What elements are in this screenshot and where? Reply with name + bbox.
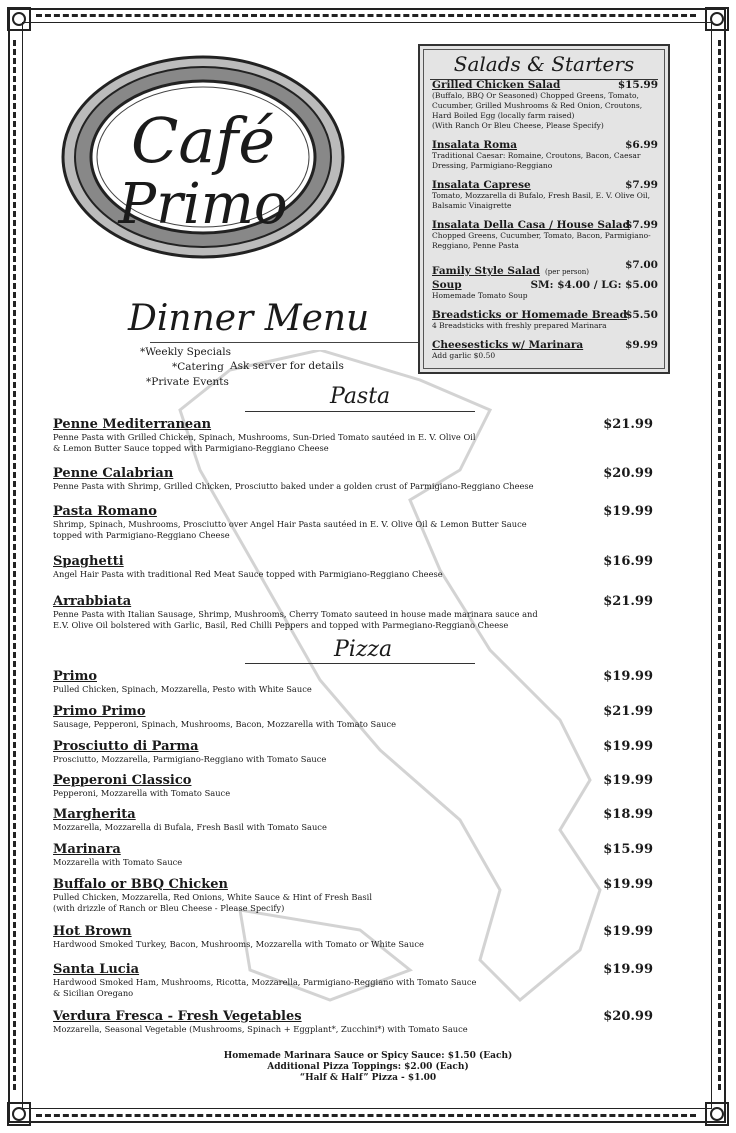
item-name: Buffalo or BBQ Chicken	[53, 877, 228, 892]
salad-item	[432, 279, 658, 301]
item-desc: E.V. Olive Oil bolstered with Garlic, Basil, Red Chilli Peppers and topped with Parmegiano-Reggiano Cheese	[53, 620, 509, 630]
salad-desc: Add garlic $0.50	[432, 351, 496, 360]
item-price: $20.99	[603, 466, 653, 481]
salad-desc: Cucumber, Grilled Mushrooms & Red Onion, Croutons,	[432, 101, 643, 110]
footer-line: “Half & Half” Pizza - $1.00	[299, 1073, 437, 1083]
pasta-section-title: Pasta	[330, 384, 391, 409]
salad-name: Soup	[432, 279, 462, 291]
salad-desc: Dressing, Parmigiano-Reggiano	[432, 161, 553, 170]
pasta-rule	[245, 411, 475, 412]
item-name: Primo Primo	[53, 704, 146, 719]
top-dashed-border	[36, 14, 696, 17]
salad-price: $7.99	[625, 179, 658, 191]
special-item: *Weekly Specials	[140, 346, 231, 358]
footer-line: Homemade Marinara Sauce or Spicy Sauce: $1.50 (Each)	[223, 1051, 513, 1061]
salad-desc: Hard Boiled Egg (locally farm raised)	[432, 111, 575, 120]
salad-name: Insalata Della Casa / House Salad	[432, 219, 630, 231]
salad-price: $7.00	[625, 259, 658, 271]
salad-price: SM: $4.00 / LG: $5.00	[530, 279, 658, 291]
item-desc: Mozzarella with Tomato Sauce	[53, 857, 183, 867]
special-item: *Catering	[172, 361, 224, 373]
specials-list	[140, 345, 231, 390]
item-price: $20.99	[603, 1009, 653, 1024]
special-item: *Private Events	[146, 376, 229, 388]
item-name: Pasta Romano	[53, 504, 157, 519]
salad-price: $6.99	[625, 139, 658, 151]
item-price: $19.99	[603, 773, 653, 788]
item-price: $19.99	[603, 504, 653, 519]
item-name: Margherita	[53, 807, 136, 822]
salad-note: (per person)	[545, 268, 589, 276]
menu-item	[53, 704, 653, 730]
item-desc: Hardwood Smoked Ham, Mushrooms, Ricotta, Mozzarella, Parmigiano-Reggiano with Tomato Sauce	[53, 977, 477, 987]
item-desc: topped with Parmigiano-Reggiano Cheese	[53, 530, 230, 540]
salad-name: Insalata Roma	[432, 139, 518, 151]
salad-desc: Homemade Tomato Soup	[432, 291, 528, 300]
salad-item	[432, 339, 658, 361]
pizza-rule	[245, 663, 475, 664]
item-price: $15.99	[603, 842, 653, 857]
item-desc: Penne Pasta with Italian Sausage, Shrimp, Mushrooms, Cherry Tomato sauteed in house made marinara sauce and	[53, 609, 538, 619]
item-desc: & Lemon Butter Sauce topped with Parmigiano-Reggiano Cheese	[53, 443, 329, 453]
item-desc: Penne Pasta with Grilled Chicken, Spinach, Mushrooms, Sun-Dried Tomato sautéed in E. V. Olive Oil	[53, 432, 476, 442]
menu-footer	[0, 1051, 736, 1084]
corner-ornament-icon	[4, 1099, 34, 1129]
item-price: $21.99	[603, 417, 653, 432]
salad-price: $9.99	[625, 339, 658, 351]
salad-item	[432, 219, 658, 251]
salad-desc: Traditional Caesar: Romaine, Croutons, Bacon, Caesar	[432, 151, 641, 160]
corner-ornament-icon	[4, 4, 34, 34]
salad-desc: (With Ranch Or Bleu Cheese, Please Specify)	[432, 121, 604, 130]
title-rule	[150, 342, 420, 343]
pizza-section-title: Pizza	[334, 637, 393, 662]
salad-desc: 4 Breadsticks with freshly prepared Marinara	[432, 321, 607, 330]
menu-item	[53, 594, 653, 631]
menu-item	[53, 773, 653, 799]
salad-desc: (Buffalo, BBQ Or Seasoned) Chopped Greens, Tomato,	[432, 91, 639, 100]
salad-desc: Chopped Greens, Cucumber, Tomato, Bacon, Parmigiano-	[432, 231, 651, 240]
menu-item	[53, 504, 653, 541]
salad-desc: Balsamic Vinaigrette	[432, 201, 512, 210]
salad-name: Cheesesticks w/ Marinara	[432, 339, 584, 351]
salad-desc: Reggiano, Penne Pasta	[432, 241, 519, 250]
item-name: Primo	[53, 669, 97, 684]
specials-note: Ask server for details	[230, 360, 344, 372]
item-price: $19.99	[603, 669, 653, 684]
menu-item	[53, 554, 653, 580]
item-name: Santa Lucia	[53, 962, 140, 977]
salad-desc: Tomato, Mozzarella di Bufalo, Fresh Basil, E. V. Olive Oil,	[432, 191, 651, 200]
item-desc: Sausage, Pepperoni, Spinach, Mushrooms, Bacon, Mozzarella with Tomato Sauce	[53, 719, 397, 729]
cafe-primo-logo	[58, 52, 348, 262]
item-desc: Mozzarella, Mozzarella di Bufala, Fresh Basil with Tomato Sauce	[53, 822, 327, 832]
corner-ornament-icon	[702, 4, 732, 34]
salads-rule	[430, 79, 658, 80]
menu-item	[53, 466, 653, 492]
salad-price: $5.50	[625, 309, 658, 321]
salads-starters-box	[418, 44, 670, 374]
salad-item	[432, 259, 658, 278]
menu-item	[53, 739, 653, 765]
corner-ornament-icon	[702, 1099, 732, 1129]
item-name: Penne Calabrian	[53, 466, 174, 481]
logo-line-2: Primo	[118, 172, 288, 237]
salads-title: Salads & Starters	[453, 52, 635, 76]
item-name: Verdura Fresca - Fresh Vegetables	[53, 1009, 302, 1024]
item-desc: Hardwood Smoked Turkey, Bacon, Mushrooms, Mozzarella with Tomato or White Sauce	[53, 939, 424, 949]
item-price: $19.99	[603, 877, 653, 892]
menu-item	[53, 924, 653, 950]
menu-item	[53, 669, 653, 695]
menu-item	[53, 877, 653, 914]
item-desc: Angel Hair Pasta with traditional Red Meat Sauce topped with Parmigiano-Reggiano Cheese	[53, 569, 443, 579]
salad-price: $15.99	[617, 79, 658, 91]
item-name: Spaghetti	[53, 554, 124, 569]
salad-price: $7.99	[625, 219, 658, 231]
salad-name: Insalata Caprese	[432, 179, 531, 191]
item-price: $16.99	[603, 554, 653, 569]
menu-item	[53, 1009, 653, 1035]
bottom-dashed-border	[36, 1114, 696, 1117]
salad-item	[432, 139, 658, 171]
item-desc: Prosciutto, Mozzarella, Parmigiano-Reggiano with Tomato Sauce	[53, 754, 327, 764]
footer-line: Additional Pizza Toppings: $2.00 (Each)	[267, 1062, 469, 1072]
salad-name: Breadsticks or Homemade Bread	[432, 309, 627, 321]
menu-item	[53, 962, 653, 999]
menu-item	[53, 807, 653, 833]
logo-line-1: Café	[130, 104, 276, 177]
item-name: Penne Mediterranean	[53, 417, 212, 432]
dinner-menu-title: Dinner Menu	[128, 298, 370, 339]
item-name: Marinara	[53, 842, 121, 857]
item-desc: Pulled Chicken, Mozzarella, Red Onions, White Sauce & Hint of Fresh Basil	[53, 892, 372, 902]
item-desc: (with drizzle of Ranch or Bleu Cheese - Please Specify)	[53, 903, 285, 913]
item-desc: Penne Pasta with Shrimp, Grilled Chicken, Prosciutto baked under a golden crust of Parmigiano-Reggiano Cheese	[53, 481, 534, 491]
item-name: Hot Brown	[53, 924, 132, 939]
salad-item	[432, 309, 658, 331]
item-price: $21.99	[603, 594, 653, 609]
item-price: $21.99	[603, 704, 653, 719]
salad-name: Family Style Salad	[432, 265, 540, 277]
item-desc: Pepperoni, Mozzarella with Tomato Sauce	[53, 788, 231, 798]
salad-item	[432, 79, 658, 131]
item-desc: & Sicilian Oregano	[53, 988, 134, 998]
item-name: Pepperoni Classico	[53, 773, 192, 788]
left-dashed-border	[13, 40, 16, 1090]
item-desc: Mozzarella, Seasonal Vegetable (Mushrooms, Spinach + Eggplant*, Zucchini*) with Tomato Sauce	[53, 1024, 468, 1034]
menu-item	[53, 842, 653, 868]
item-price: $18.99	[603, 807, 653, 822]
right-dashed-border	[718, 40, 721, 1090]
salad-item	[432, 179, 658, 211]
salad-name: Grilled Chicken Salad	[432, 79, 561, 91]
item-desc: Shrimp, Spinach, Mushrooms, Prosciutto over Angel Hair Pasta sautéed in E. V. Olive Oil & Lemon Butter Sauce	[53, 519, 527, 529]
item-price: $19.99	[603, 962, 653, 977]
menu-item	[53, 417, 653, 454]
item-price: $19.99	[603, 739, 653, 754]
item-price: $19.99	[603, 924, 653, 939]
item-desc: Pulled Chicken, Spinach, Mozzarella, Pesto with White Sauce	[53, 684, 312, 694]
item-name: Arrabbiata	[53, 594, 132, 609]
item-name: Prosciutto di Parma	[53, 739, 199, 754]
